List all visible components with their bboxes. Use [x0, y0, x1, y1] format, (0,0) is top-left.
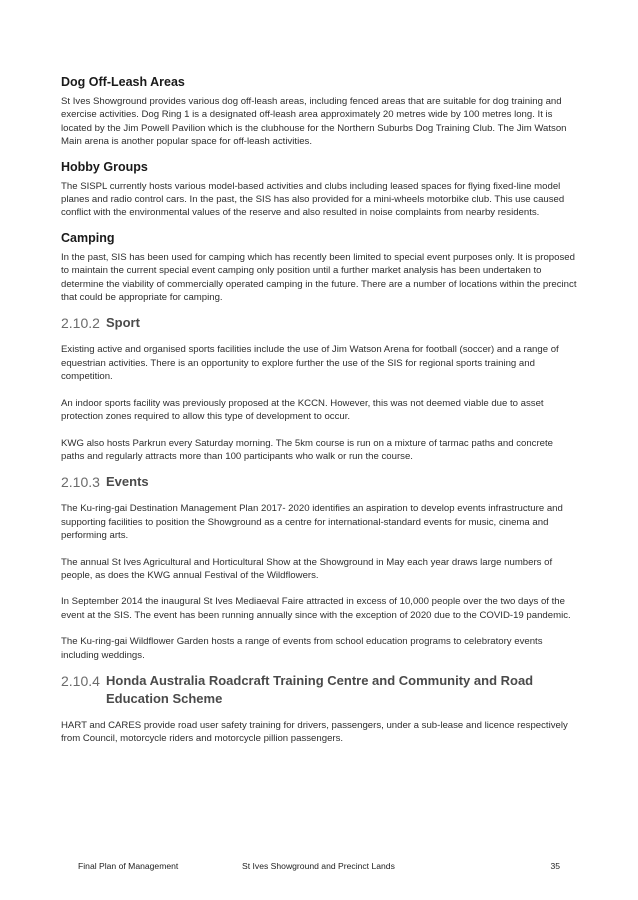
camping-heading: Camping [61, 230, 115, 245]
honda-section-heading [61, 672, 577, 708]
events-section-heading [61, 473, 577, 491]
hobby-groups-heading: Hobby Groups [61, 159, 148, 174]
events-section-title: Events [106, 474, 149, 490]
sport-paragraph-1: Existing active and organised sports facilities include the use of Jim Watson Arena for football (soccer) and a range of equestrian activities. There is an opportunity to explore further the use of the SIS for regional sports training and competition. [61, 344, 559, 383]
camping-paragraph: In the past, SIS has been used for camping which has recently been limited to special event purposes only. It is proposed to maintain the current special event camping only position until a further market analysis has been undertaken to determine the viability of commercially operated camping in the future. There are a number of locations within the precinct that could be appropriate for camping. [61, 251, 577, 304]
events-paragraph-3: In September 2014 the inaugural St Ives Mediaeval Faire attracted in excess of 10,000 people over the two days of the event at the SIS. The event has been running annually since with the exception of 2020 due to the COVID-19 pandemic. [61, 596, 571, 621]
page-content [61, 74, 577, 746]
events-paragraph-4: The Ku-ring-gai Wildflower Garden hosts a range of events from school education programs to celebratory events including weddings. [61, 636, 543, 661]
sport-paragraph-2: An indoor sports facility was previously proposed at the KCCN. However, this was not deemed viable due to asset protection zones required to allow this type of development to occur. [61, 397, 544, 423]
footer-document-title: Final Plan of Management [78, 861, 179, 871]
honda-paragraph-1: HART and CARES provide road user safety training for drivers, passengers, under a sub-lease and licence respectively from Council, motorcycle riders and motorcycle pillion passengers. [61, 719, 568, 745]
hobby-groups-paragraph: The SISPL currently hosts various model-based activities and clubs including leased spaces for flying fixed-line model planes and radio control cars. In the past, the SIS has also provided for a mini-wheels motorbike club. This use caused conflict with the environmental values of the reserve and also resulted in noise complaints from nearby residents. [61, 180, 565, 219]
honda-section-number: 2.10.4 [61, 672, 100, 689]
sport-paragraph-3: KWG also hosts Parkrun every Saturday morning. The 5km course is run on a mixture of tarmac paths and concrete paths and regularly attracts more than 100 participants who walk or run the course. [61, 437, 553, 462]
events-section-number: 2.10.3 [61, 474, 100, 491]
footer-site-name: St Ives Showground and Precinct Lands [242, 861, 395, 871]
dog-off-leash-paragraph: St Ives Showground provides various dog off-leash areas, including fenced areas that are suitable for dog training and exercise activities. Dog Ring 1 is a designated off-leash area approximately 20 metres wide by 100 metres long. It is located by the Jim Powell Pavilion which is the clubhouse for the Northern Suburbs Dog Training Club. The Jim Watson Main arena is another popular space for off-leash activities. [61, 96, 567, 148]
sport-section-number: 2.10.2 [61, 315, 100, 332]
dog-off-leash-heading: Dog Off-Leash Areas [61, 75, 185, 89]
footer-page-number: 35 [550, 861, 560, 871]
sport-section-heading [61, 314, 577, 332]
page-footer [0, 861, 638, 875]
honda-section-title: Honda Australia Roadcraft Training Centre and Community and Road Education Scheme [106, 672, 534, 706]
events-paragraph-2: The annual St Ives Agricultural and Horticultural Show at the Showground in May each year draws large numbers of people, as does the KWG annual Festival of the Wildflowers. [61, 556, 553, 581]
events-paragraph-1: The Ku-ring-gai Destination Management Plan 2017- 2020 identifies an aspiration to develop events infrastructure and supporting facilities to position the Showground as a centre for international-standard events for music, cinema and performing arts. [61, 503, 563, 542]
sport-section-title: Sport [106, 315, 140, 331]
